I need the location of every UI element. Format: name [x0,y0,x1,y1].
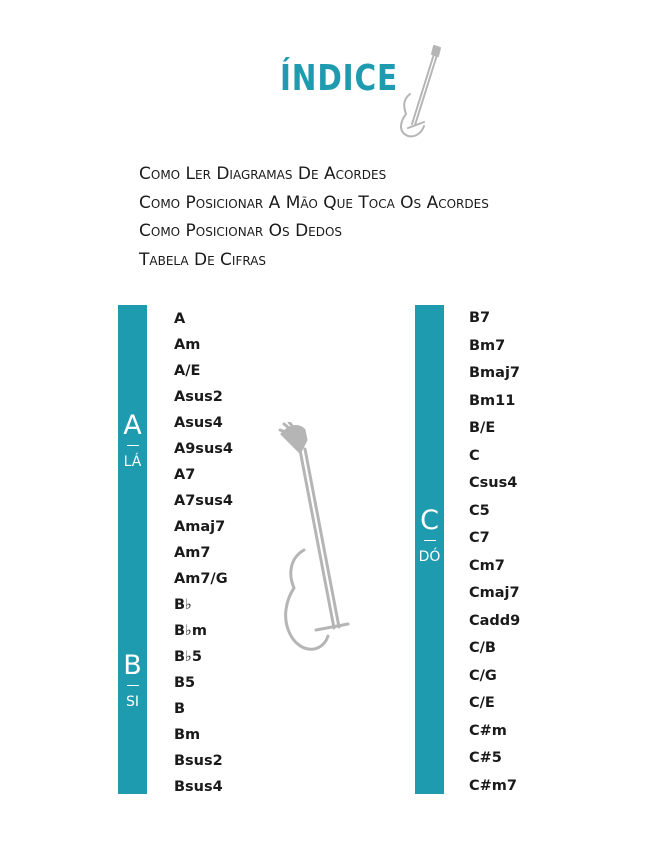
section-b-label: SI [125,694,139,710]
chord-list-right [469,305,520,800]
page-title: ÍNDICE [280,58,398,99]
chord-item[interactable]: C7 [469,530,490,546]
section-c-marker [415,506,444,565]
chord-item[interactable]: Bm11 [469,392,516,409]
chord-item[interactable]: C/G [469,667,497,684]
chord-item[interactable]: Bm [174,727,201,743]
chord-item[interactable]: Bsus2 [174,753,223,769]
toc-item[interactable]: Como Ler Diagramas De Acordes [139,164,387,184]
chord-item[interactable]: Am [174,337,201,353]
chord-item[interactable]: B♭5 [174,649,202,665]
section-band-right [415,305,444,794]
chord-item[interactable]: A7sus4 [174,493,233,509]
chord-item[interactable]: B♭m [174,623,208,639]
chord-item[interactable]: Cmaj7 [469,585,520,601]
section-band-left [118,305,147,794]
section-b-marker [118,651,147,710]
chord-item[interactable]: Asus4 [174,415,223,431]
chord-item[interactable]: A9sus4 [174,441,233,457]
divider [127,685,139,686]
chord-item[interactable]: A [174,311,186,327]
section-c-label: DÓ [418,549,441,565]
divider [424,540,436,541]
chord-item[interactable]: B [174,701,186,717]
chord-item[interactable]: A/E [174,363,201,379]
chord-item[interactable]: Bm7 [469,337,506,354]
section-a-letter: A [123,410,142,441]
chord-item[interactable]: Cm7 [469,557,505,574]
chord-item[interactable]: Am7/G [174,571,228,587]
chord-item[interactable]: Bmaj7 [469,365,521,381]
chord-item[interactable]: B7 [469,310,491,326]
guitar-icon [276,422,356,658]
chord-item[interactable]: C#5 [469,750,502,766]
chord-item[interactable]: C5 [469,502,490,519]
chord-item[interactable]: C#m7 [469,777,517,794]
section-c-letter: C [420,505,439,536]
toc-item[interactable]: Tabela De Cifras [139,249,267,270]
chord-item[interactable]: C [469,447,480,464]
chord-item[interactable]: Cadd9 [469,612,521,629]
chord-item[interactable]: C/E [469,695,495,711]
table-of-contents [139,160,489,274]
section-a-label: LÁ [123,454,142,470]
chord-item[interactable]: Amaj7 [174,519,226,535]
chord-item[interactable]: Am7 [174,545,211,561]
section-a-marker [118,411,147,470]
chord-item[interactable]: Asus2 [174,389,223,405]
chord-item[interactable]: Bsus4 [174,779,223,795]
guitar-icon [390,42,442,142]
divider [127,445,139,446]
toc-item[interactable]: Como Posicionar Os Dedos [139,221,343,241]
chord-item[interactable]: B5 [174,675,196,691]
chord-list-left [174,306,233,800]
chord-item[interactable]: Csus4 [469,475,518,491]
toc-item[interactable]: Como Posicionar A Mão Que Toca Os Acordes [139,192,489,213]
chord-item[interactable]: C#m [469,722,507,739]
chord-item[interactable]: C/B [469,640,496,656]
chord-item[interactable]: B/E [469,420,496,436]
chord-item[interactable]: B♭ [174,597,192,613]
chord-item[interactable]: A7 [174,467,196,483]
section-b-letter: B [123,650,142,681]
